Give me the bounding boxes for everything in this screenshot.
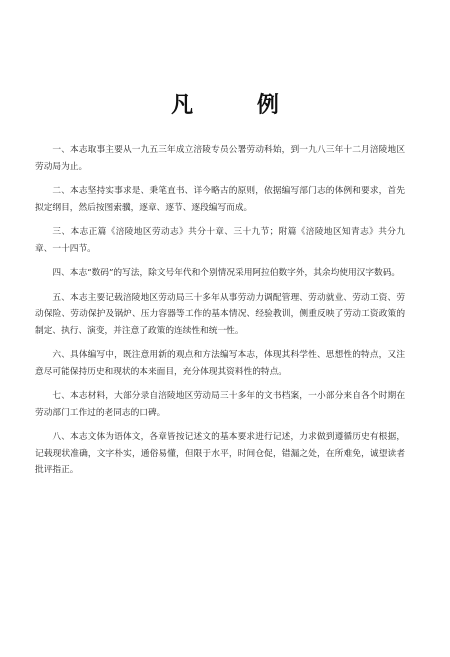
paragraph-3: 三、本志正篇《涪陵地区劳动志》共分十章、三十九节；附篇《涪陵地区知青志》共分九章、一十四节。 (35, 227, 405, 254)
paragraph-6: 六、具体编写中，既注意用新的观点和方法编写本志，体现其科学性、思想性的特点，又注意尽可能保持历史和现状的本来面目，充分体现其资料性的特点。 (35, 350, 405, 377)
paragraph-1: 一、本志取事主要从一九五三年成立涪陵专员公署劳动科始，到一九八三年十二月涪陵地区劳动局为止。 (35, 145, 405, 172)
document-body (35, 142, 405, 487)
paragraph-8: 八、本志文体为语体文，各章皆按记述文的基本要求进行记述，力求做到遵循历史有根据，记载现状准确，文字朴实，通俗易懂，但限于水平，时间仓促，错漏之处，在所难免，诚望读者批评指正。 (35, 432, 405, 475)
paragraph-5: 五、本志主要记载涪陵地区劳动局三十多年从事劳动力调配管理、劳动就业、劳动工资、劳动保险、劳动保护及锅炉、压力容器等工作的基本情况、经验教训，侧重反映了劳动工资政策的制定、执行、演变，并注意了政策的连续性和统一性。 (35, 292, 405, 336)
paragraph-7: 七、本志材料，大部分录自涪陵地区劳动局三十多年的文书档案，一小部分来自各个时期在劳动部门工作过的老同志的口碑。 (35, 391, 405, 418)
page-title: 凡 例 (171, 92, 307, 118)
paragraph-2: 二、本志坚持实事求是、秉笔直书、详今略古的原则，依据编写部门志的体例和要求，首先拟定纲目，然后按图索骥，逐章、逐节、逐段编写而成。 (35, 186, 405, 213)
paragraph-4: 四、本志“数码”的写法，除文号年代和个别情况采用阿拉伯数字外，其余均使用汉字数码。 (52, 268, 401, 278)
